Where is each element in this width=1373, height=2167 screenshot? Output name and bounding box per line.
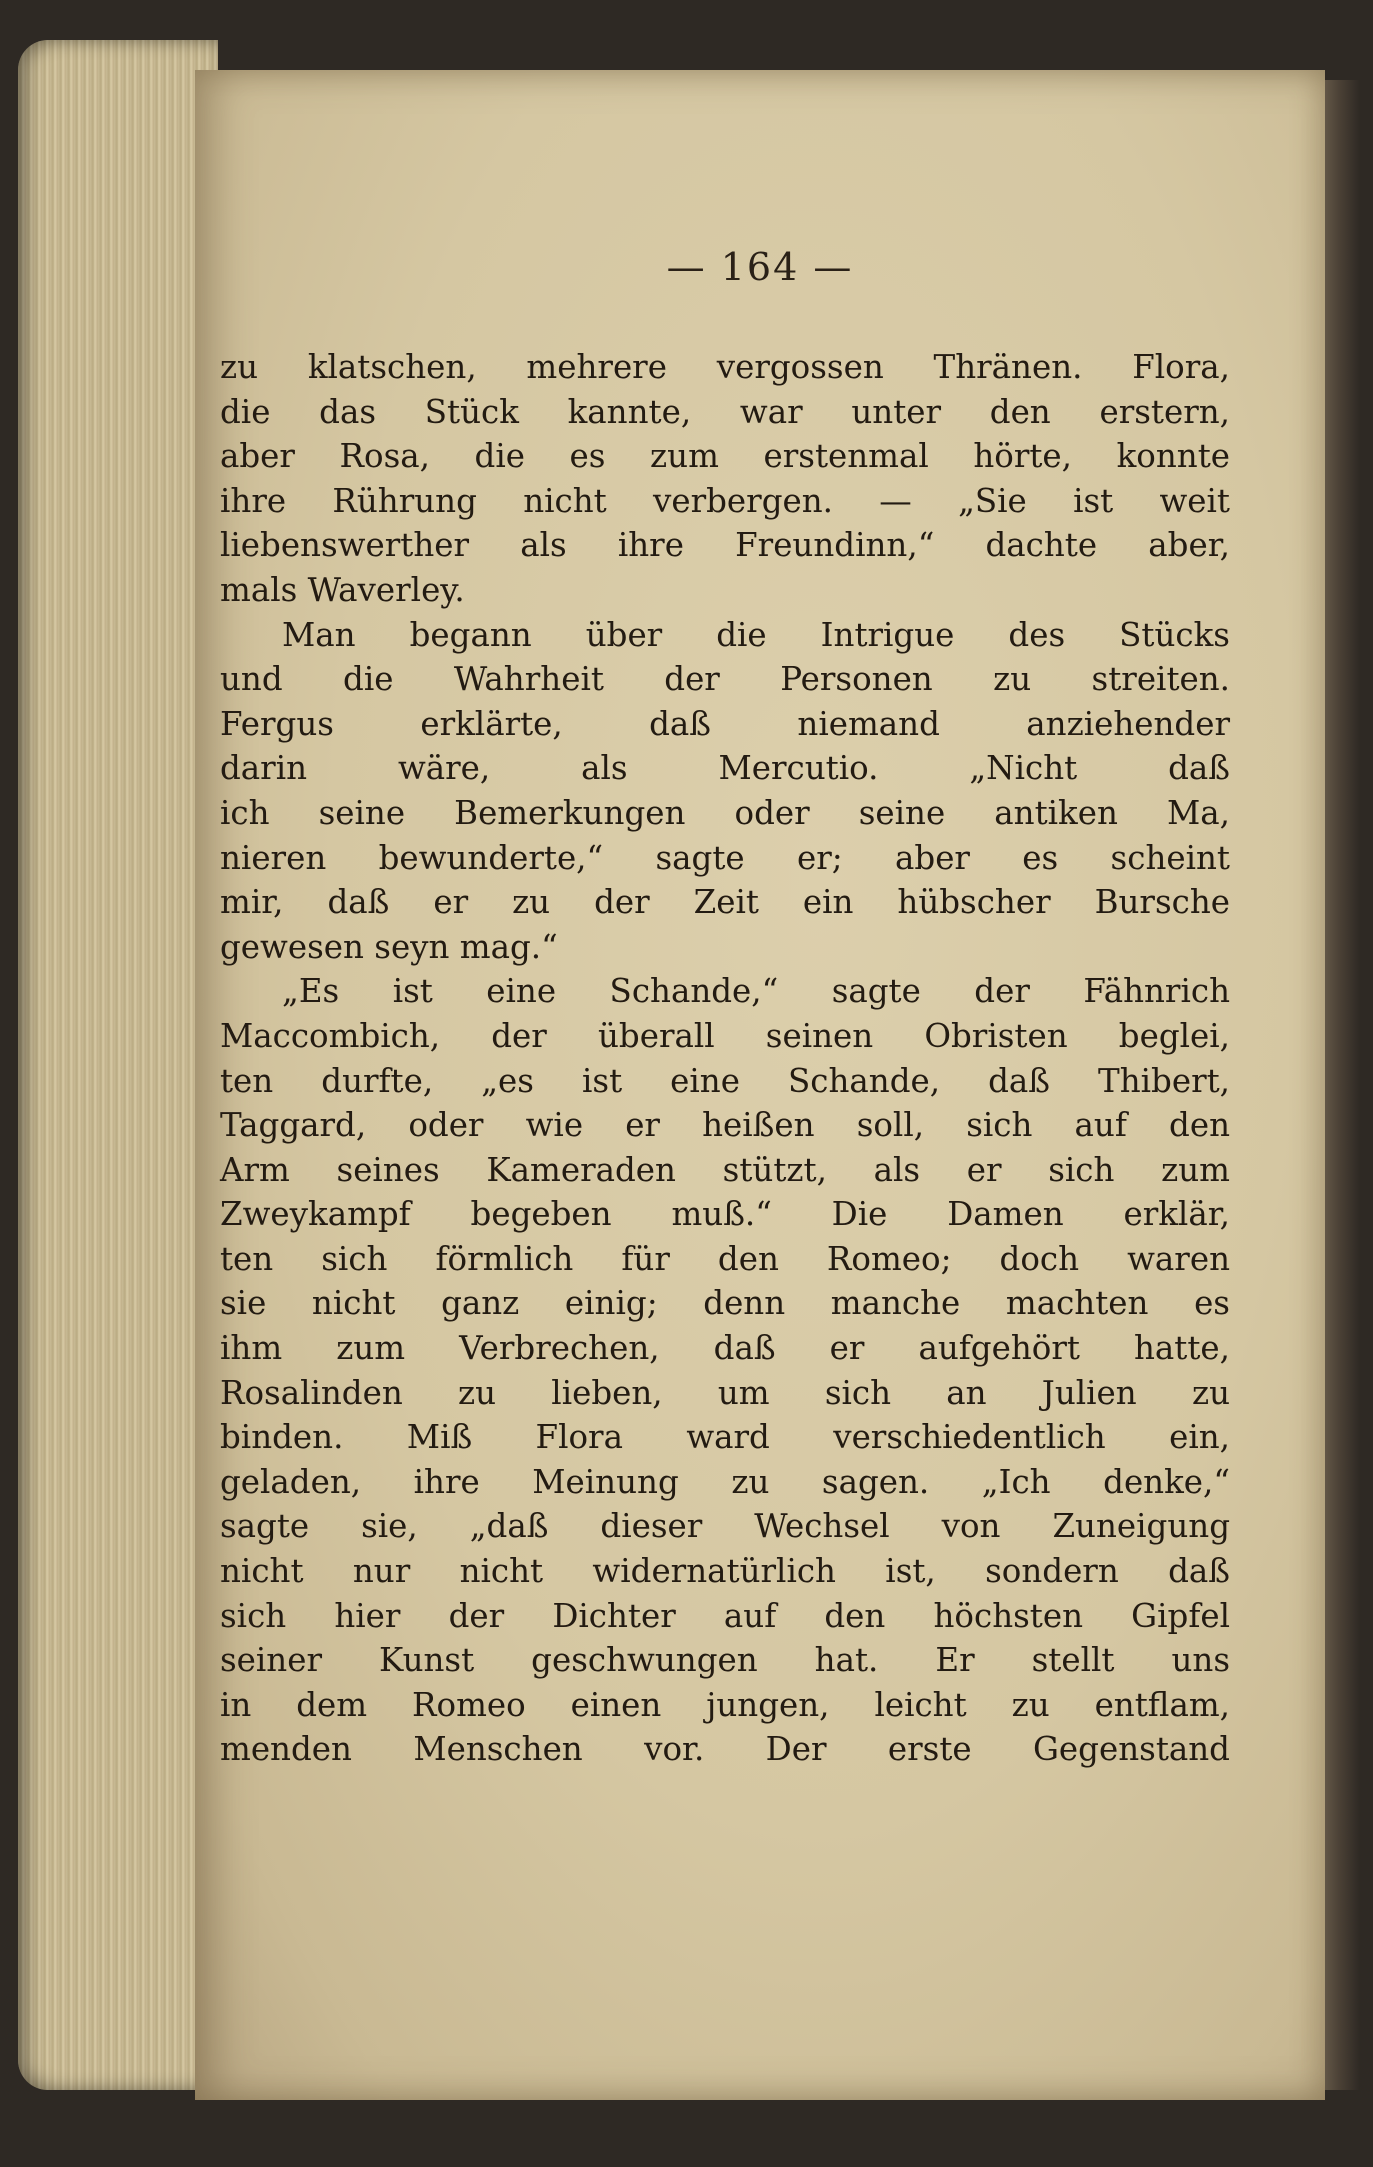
text-line: gewesen seyn mag.“ xyxy=(220,927,558,966)
text-line: nieren bewunderte,“ sagte er; aber es scheint xyxy=(220,838,1230,877)
text-line: menden Menschen vor. Der erste Gegenstand xyxy=(220,1730,1230,1769)
text-line: Fergus erklärte, daß niemand anziehender xyxy=(220,704,1230,743)
text-line: mir, daß er zu der Zeit ein hübscher Bursche xyxy=(220,883,1230,922)
text-line: in dem Romeo einen jungen, leicht zu entflam, xyxy=(220,1685,1230,1724)
text-line: zu klatschen, mehrere vergossen Thränen. Flora, xyxy=(220,348,1230,386)
text-line: sagte sie, „daß dieser Wechsel von Zuneigung xyxy=(220,1507,1230,1546)
text-line: die das Stück kannte, war unter den erstern, xyxy=(220,392,1230,431)
text-line: Taggard, oder wie er heißen soll, sich auf den xyxy=(220,1106,1230,1145)
text-line: geladen, ihre Meinung zu sagen. „Ich denke,“ xyxy=(220,1462,1230,1501)
text-line: ihre Rührung nicht verbergen. — „Sie ist weit xyxy=(220,481,1230,520)
page-stack-edge xyxy=(18,40,218,2090)
text-line: und die Wahrheit der Personen zu streiten. xyxy=(220,660,1230,699)
text-line: ich seine Bemerkungen oder seine antiken Ma, xyxy=(220,793,1230,832)
text-line: nicht nur nicht widernatürlich ist, sondern daß xyxy=(220,1552,1230,1591)
text-line: Zweykampf begeben muß.“ Die Damen erklär, xyxy=(220,1195,1230,1234)
text-line: Maccombich, der überall seinen Obristen beglei, xyxy=(220,1016,1230,1055)
page-text xyxy=(220,345,1230,1772)
text-line: ten sich förmlich für den Romeo; doch waren xyxy=(220,1239,1230,1278)
text-line: darin wäre, als Mercutio. „Nicht daß xyxy=(220,749,1230,788)
text-line: seiner Kunst geschwungen hat. Er stellt uns xyxy=(220,1641,1230,1680)
text-line: aber Rosa, die es zum erstenmal hörte, konnte xyxy=(220,437,1230,476)
page-number: — 164 — xyxy=(666,245,854,289)
text-line: ihm zum Verbrechen, daß er aufgehört hatte, xyxy=(220,1329,1230,1368)
text-line: sich hier der Dichter auf den höchsten Gipfel xyxy=(220,1596,1230,1635)
text-line: Man begann über die Intrigue des Stücks xyxy=(282,615,1230,654)
text-line: mals Waverley. xyxy=(220,570,465,609)
text-line: ten durfte, „es ist eine Schande, daß Thibert, xyxy=(220,1061,1230,1100)
text-line: sie nicht ganz einig; denn manche machten es xyxy=(220,1284,1230,1323)
text-line: liebenswerther als ihre Freundinn,“ dachte aber, xyxy=(220,526,1230,565)
text-line: Arm seines Kameraden stützt, als er sich zum xyxy=(220,1150,1230,1189)
text-line: Rosalinden zu lieben, um sich an Julien zu xyxy=(220,1373,1230,1412)
text-line: binden. Miß Flora ward verschiedentlich ein, xyxy=(220,1418,1230,1457)
text-line: „Es ist eine Schande,“ sagte der Fähnrich xyxy=(282,972,1230,1011)
